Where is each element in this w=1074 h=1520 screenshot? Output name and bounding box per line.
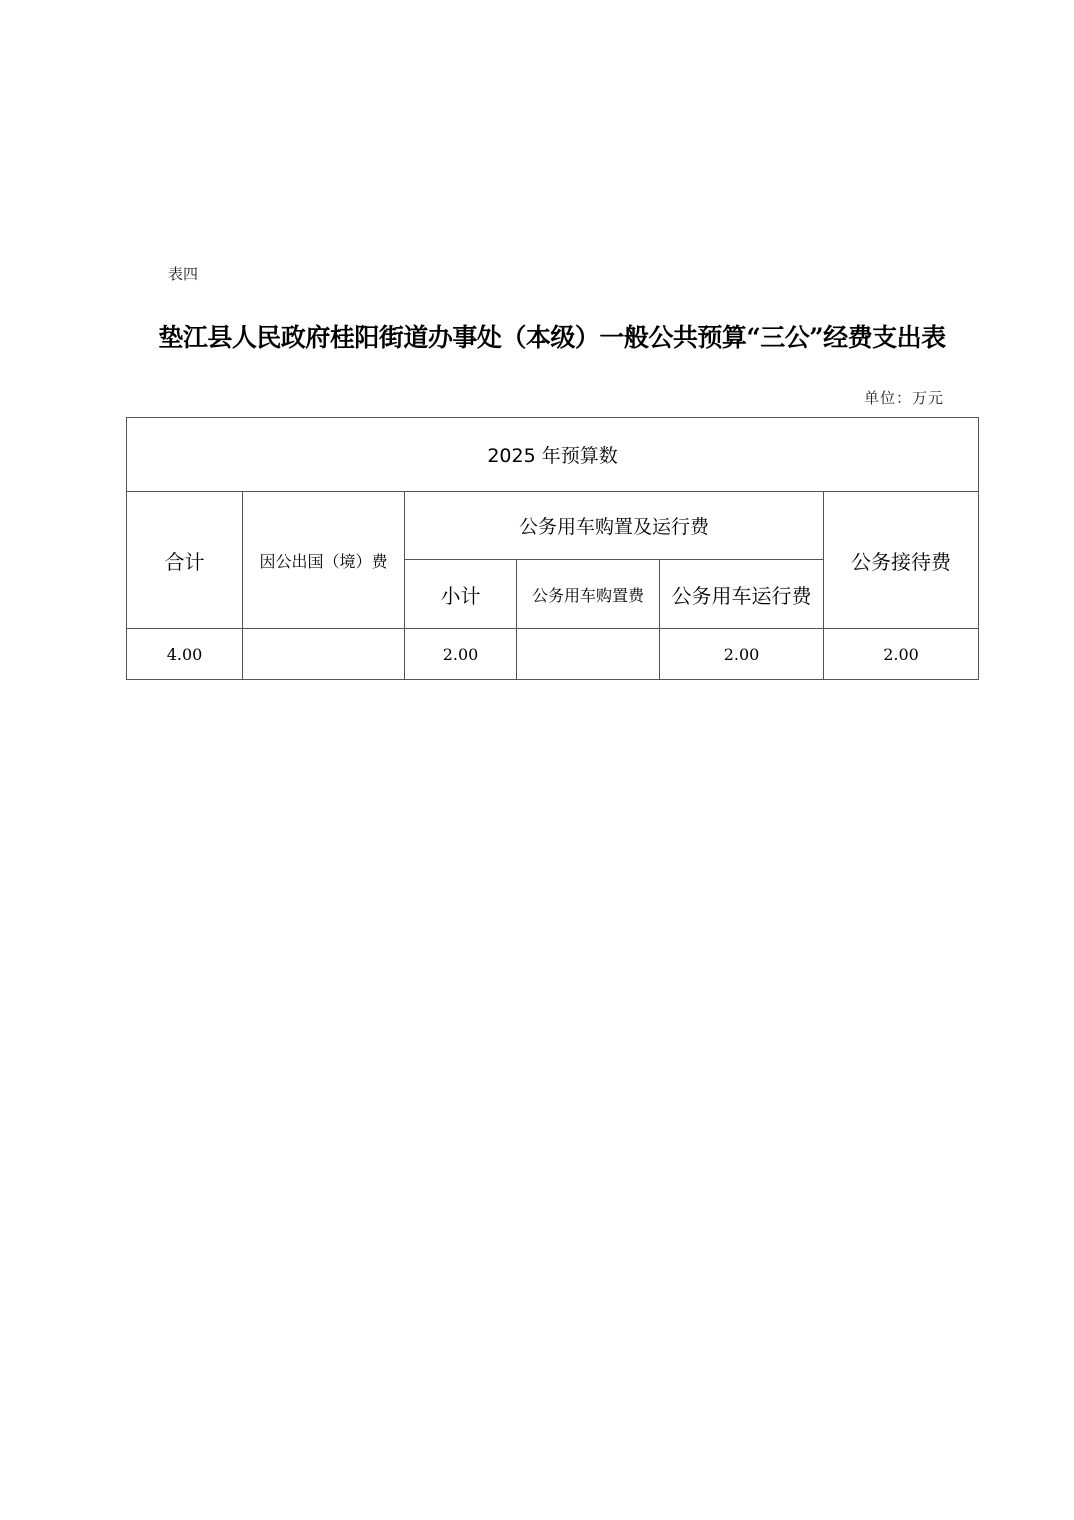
header-reception: 公务接待费	[824, 492, 979, 629]
header-year: 2025 年预算数	[127, 418, 979, 492]
cell-reception: 2.00	[824, 629, 979, 680]
table-header-row-year	[127, 418, 979, 492]
header-overseas: 因公出国（境）费	[243, 492, 405, 629]
header-subtotal: 小计	[405, 560, 517, 629]
header-vehicle-group: 公务用车购置及运行费	[405, 492, 824, 560]
header-total: 合计	[127, 492, 243, 629]
table-header-row-group	[127, 492, 979, 560]
table-row	[127, 629, 979, 680]
header-vehicle-purchase: 公务用车购置费	[517, 560, 660, 629]
cell-vehicle-operation: 2.00	[660, 629, 824, 680]
cell-vehicle-purchase	[517, 629, 660, 680]
table-label: 表四	[168, 265, 199, 283]
cell-total: 4.00	[127, 629, 243, 680]
header-vehicle-operation: 公务用车运行费	[660, 560, 824, 629]
cell-overseas	[243, 629, 405, 680]
page-title: 垫江县人民政府桂阳街道办事处（本级）一般公共预算“三公”经费支出表	[158, 323, 946, 352]
budget-table	[126, 417, 979, 680]
cell-subtotal: 2.00	[405, 629, 517, 680]
unit-label: 单位：万元	[863, 389, 944, 407]
